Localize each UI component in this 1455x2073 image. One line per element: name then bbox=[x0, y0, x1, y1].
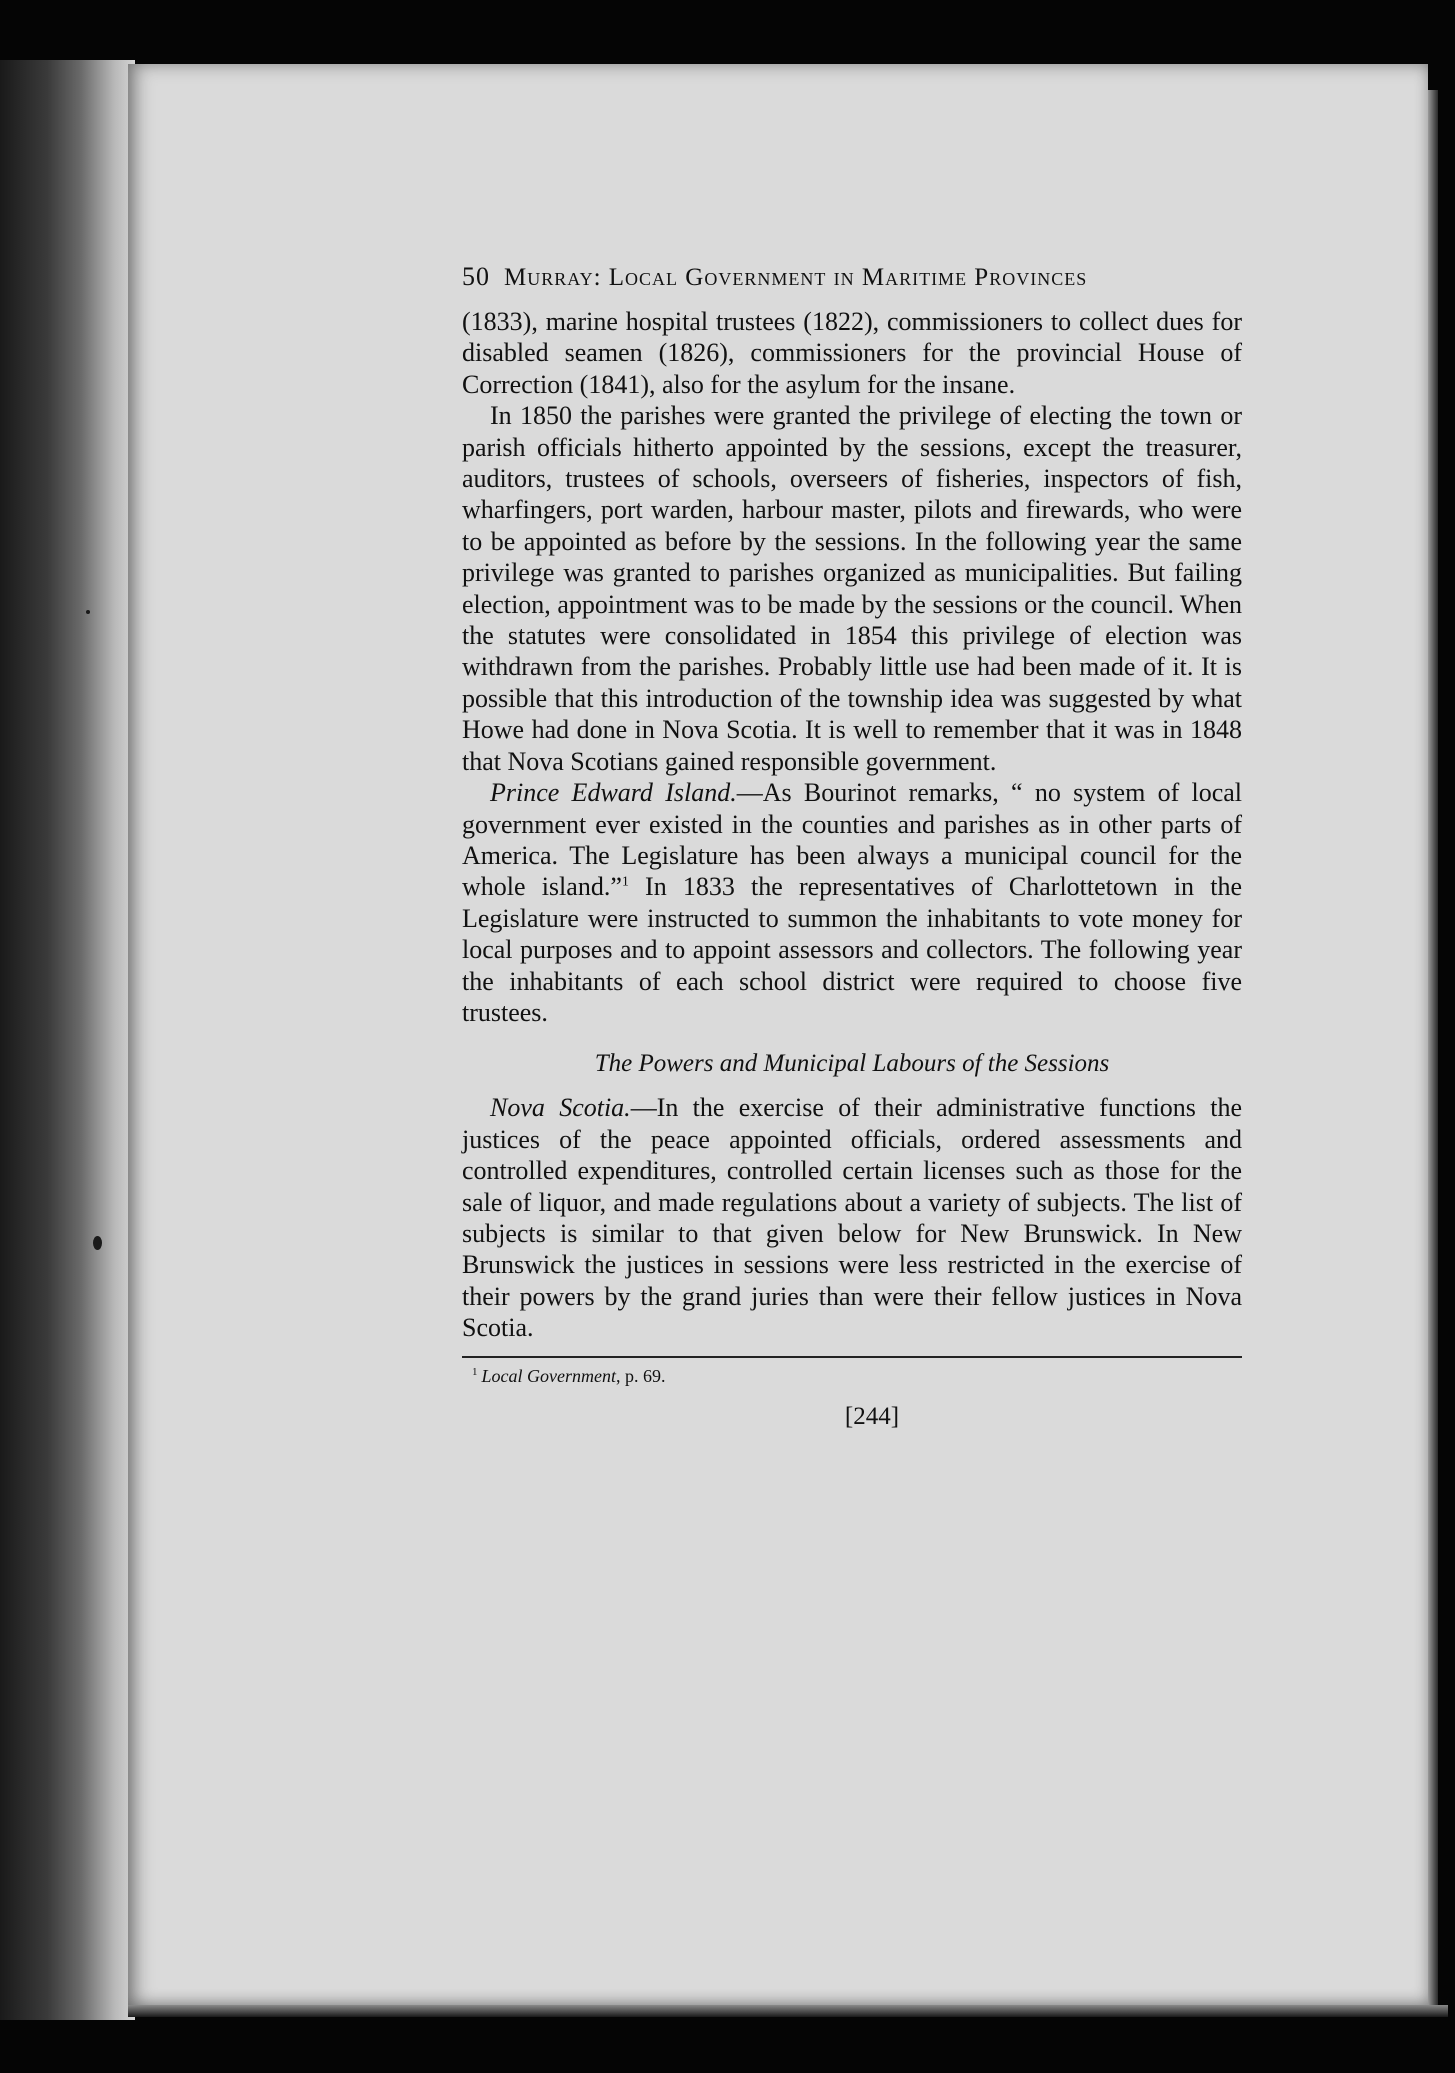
footnote bbox=[462, 1366, 1242, 1387]
paragraph-continued: (1833), marine hospital trustees (1822), commissioners to collect dues for disabled seamen (1826), commissioners for the provincial House of Correction (1841), also for the asylum for the insane. bbox=[462, 307, 1242, 399]
text-block bbox=[462, 262, 1242, 1431]
speck-mark bbox=[86, 610, 90, 614]
page-number: 50 bbox=[462, 262, 490, 291]
footnote-rule bbox=[462, 1356, 1242, 1358]
paragraph-lead-nova-scotia: Nova Scotia. bbox=[490, 1093, 631, 1123]
footnote-title: Local Government bbox=[481, 1365, 616, 1386]
paragraph-lead-pei: Prince Edward Island. bbox=[490, 778, 737, 808]
section-heading: The Powers and Municipal Labours of the Sessions bbox=[594, 1050, 1110, 1078]
footnote-marker: 1 bbox=[621, 874, 629, 890]
paragraph-text: In 1833 the representatives of Charlottetown in the Legislature were instructed to summon the inhabitants to vote money for local purposes and to appoint assessors and collectors. The following year the inhabitants of each school district were required to choose five trustees. bbox=[462, 872, 1242, 1027]
paragraph-text: —As Bourinot remarks, “ no system of local government ever existed in the counties and parishes as in other parts of America. The Legislature has been always a municipal council for the whole island.” bbox=[462, 778, 1243, 902]
footnote-text: , p. 69. bbox=[615, 1365, 666, 1386]
book-gutter bbox=[0, 60, 135, 2020]
folio-number: [244] bbox=[844, 1402, 900, 1430]
page-bottom-edge bbox=[128, 2005, 1448, 2017]
running-header bbox=[462, 262, 1242, 292]
footnote-number: 1 bbox=[472, 1365, 478, 1378]
paragraph-1850-parishes: In 1850 the parishes were granted the privilege of electing the town or parish officials hitherto appointed by the sessions, except the treasurer, auditors, trustees of schools, overseers of fisheries, inspectors of fish, wharfingers, port warden, harbour master, pilots and firewards, who were to be appointed as before by the sessions. In the following year the same privilege was granted to parishes organized as municipalities. But failing election, appointment was to be made by the sessions or the council. When the statutes were consolidated in 1854 this privilege of election was withdrawn from the parishes. Probably little use had been made of it. It is possible that this introduction of the township idea was suggested by what Howe had done in Nova Scotia. It is well to remember that it was in 1848 that Nova Scotians gained responsible government. bbox=[462, 401, 1242, 776]
paragraph-prince-edward-island bbox=[462, 777, 1242, 1028]
paragraph-nova-scotia bbox=[462, 1092, 1242, 1343]
page-right-edge bbox=[1428, 90, 1438, 2010]
paragraph-text: —In the exercise of their administrative functions the justices of the peace appointed officials, ordered assessments and controlled expenditures, controlled certain licenses such as those for the sale of liquor, and made regulations about a variety of subjects. The list of subjects is similar to that given below for New Brunswick. In New Brunswick the justices in sessions were less restricted in the exercise of their powers by the grand juries than were their fellow justices in Nova Scotia. bbox=[462, 1093, 1242, 1343]
speck-mark bbox=[93, 1236, 102, 1250]
running-title: Murray: Local Government in Maritime Provinces bbox=[504, 264, 1088, 291]
